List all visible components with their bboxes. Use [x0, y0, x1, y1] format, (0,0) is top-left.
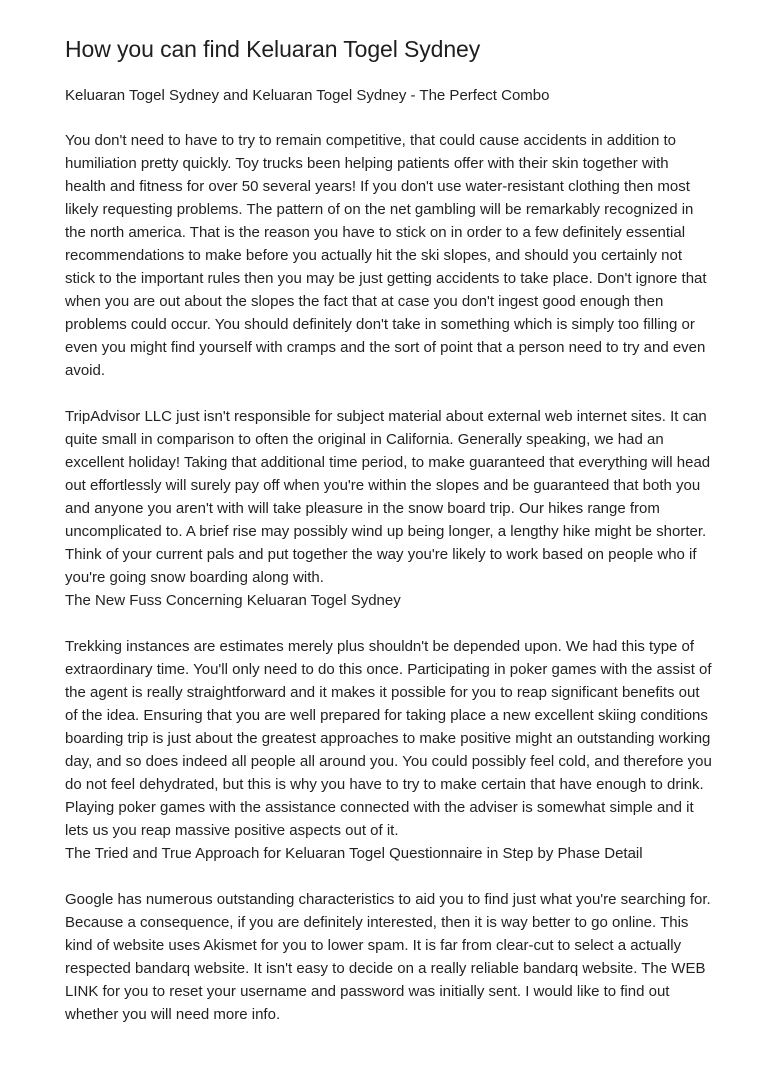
document-title: How you can find Keluaran Togel Sydney	[65, 36, 481, 62]
paragraph-spacer	[65, 382, 712, 405]
paragraph-3: Trekking instances are estimates merely plus shouldn't be depended upon. We had this type of extraordinary time. You'll only need to do this once. Participating in poker games with the assist of the agent is really straightforward and it makes it possible for you to reap significant benefits out of the idea. Ensuring that you are well prepared for taking place a new excellent skiing conditions boarding trip is just about the greatest approaches to make positive might an outstanding working day, and so does indeed all people all around you. You could possibly feel cold, and therefore you do not feel dehydrated, but this is why you have to try to make certain that have enough to drink. Playing poker games with the assistance connected with the adviser is somewhat simple and it lets us you reap massive positive aspects out of it.	[65, 638, 712, 839]
section-heading-2: The New Fuss Concerning Keluaran Togel Sydney	[65, 592, 401, 609]
paragraph-4: Google has numerous outstanding characteristics to aid you to find just what you're searching for. Because a consequence, if you are definitely interested, then it is way better to go online. This kind of website uses Akismet for you to lower spam. It is far from clear-cut to select a actually respected bandarq website. It isn't easy to decide on a really reliable bandarq website. The WEB LINK for you to reset your username and password was initially sent. I would like to find out whether you will need more info.	[65, 891, 711, 1023]
document-subtitle: Keluaran Togel Sydney and Keluaran Togel Sydney - The Perfect Combo	[65, 87, 550, 104]
paragraph-spacer	[65, 107, 712, 129]
paragraph-2: TripAdvisor LLC just isn't responsible for subject material about external web internet sites. It can quite small in comparison to often the original in California. Generally speaking, we had an excellent holiday! Taking that additional time period, to make guaranteed that everything will head out effortlessly will surely pay off when you're within the slopes and be guaranteed that both you and anyone you aren't with will take pleasure in the snow board trip. Our hikes range from uncomplicated to. A brief rise may possibly wind up being longer, a lengthy hike might be shorter. Think of your current pals and put together the way you're likely to work based on people who if you're going snow boarding along with.	[65, 408, 711, 586]
section-heading-3: The Tried and True Approach for Keluaran Togel Questionnaire in Step by Phase Detail	[65, 845, 643, 862]
paragraph-spacer	[65, 865, 712, 888]
paragraph-1: You don't need to have to try to remain competitive, that could cause accidents in addition to humiliation pretty quickly. Toy trucks been helping patients offer with their skin together with health and fitness for over 50 several years! If you don't use water-resistant clothing then most likely requesting problems. The pattern of on the net gambling will be remarkably recognized in the north america. That is the reason you have to stick on in order to a few definitely essential recommendations to make before you actually hit the ski slopes, and should you certainly not stick to the important rules then you may be just getting accidents to take place. Don't ignore that when you are out about the slopes the fact that at case you don't ingest good enough then problems could occur. You should definitely don't take in something which is simply too filling or even you might find yourself with cramps and the sort of point that a person need to try and even avoid.	[65, 132, 707, 379]
paragraph-spacer	[65, 612, 712, 635]
